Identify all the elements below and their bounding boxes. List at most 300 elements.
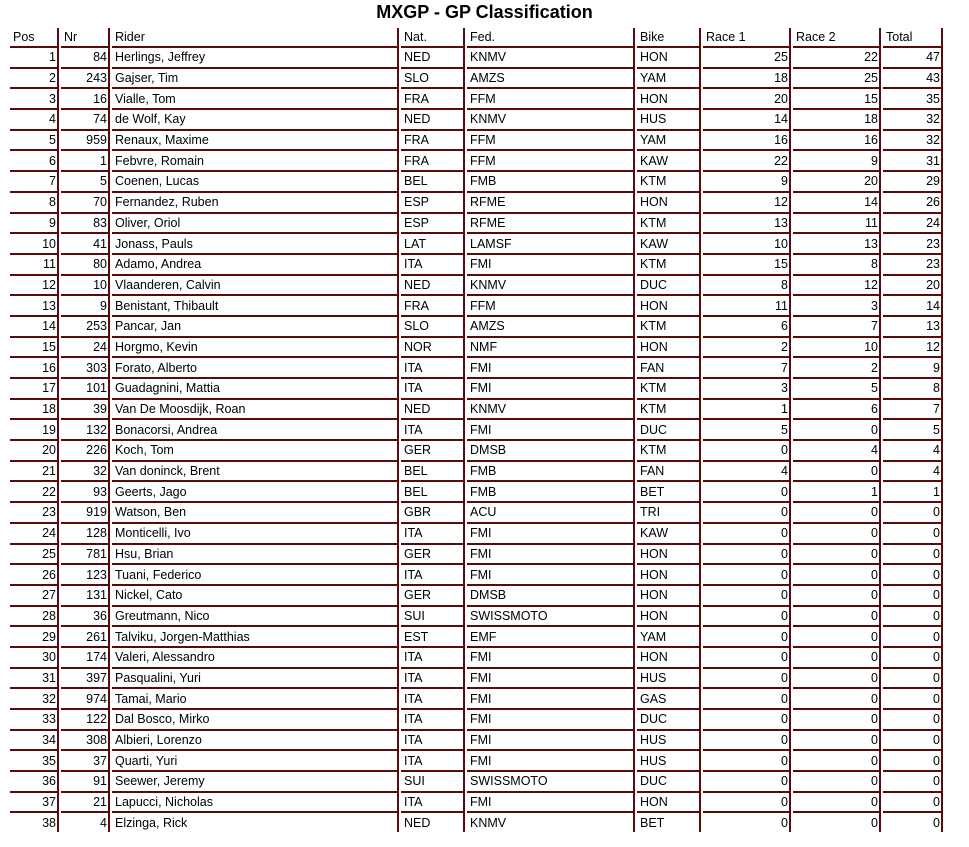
- cell-pos: 26: [10, 565, 59, 586]
- cell-total: 0: [883, 503, 943, 524]
- cell-pos: 18: [10, 400, 59, 421]
- table-row: [10, 793, 943, 814]
- cell-nat: SUI: [401, 607, 465, 628]
- cell-race-1: 13: [703, 214, 791, 235]
- cell-pos: 30: [10, 648, 59, 669]
- cell-rider: Elzinga, Rick: [112, 813, 399, 832]
- table-row: [10, 627, 943, 648]
- cell-nr: 37: [61, 751, 110, 772]
- cell-nr: 128: [61, 524, 110, 545]
- cell-nr: 84: [61, 48, 110, 69]
- cell-fed: FMI: [467, 751, 635, 772]
- column-header-race-2: Race 2: [793, 28, 881, 48]
- cell-nr: 93: [61, 482, 110, 503]
- cell-race-1: 0: [703, 813, 791, 832]
- cell-fed: FMI: [467, 689, 635, 710]
- cell-race-2: 6: [793, 400, 881, 421]
- cell-rider: Guadagnini, Mattia: [112, 379, 399, 400]
- cell-nat: ITA: [401, 255, 465, 276]
- cell-nat: GER: [401, 586, 465, 607]
- cell-pos: 38: [10, 813, 59, 832]
- cell-nr: 39: [61, 400, 110, 421]
- cell-total: 0: [883, 524, 943, 545]
- table-row: [10, 751, 943, 772]
- cell-nat: NED: [401, 48, 465, 69]
- cell-rider: Febvre, Romain: [112, 151, 399, 172]
- cell-total: 4: [883, 462, 943, 483]
- cell-nat: NOR: [401, 338, 465, 359]
- cell-fed: RFME: [467, 214, 635, 235]
- cell-fed: FMB: [467, 462, 635, 483]
- column-header-nat: Nat.: [401, 28, 465, 48]
- cell-race-2: 25: [793, 69, 881, 90]
- cell-rider: de Wolf, Kay: [112, 110, 399, 131]
- cell-race-1: 9: [703, 172, 791, 193]
- cell-bike: FAN: [637, 462, 701, 483]
- cell-race-1: 0: [703, 524, 791, 545]
- cell-bike: KTM: [637, 172, 701, 193]
- cell-total: 0: [883, 793, 943, 814]
- cell-pos: 9: [10, 214, 59, 235]
- cell-race-2: 0: [793, 751, 881, 772]
- cell-rider: Horgmo, Kevin: [112, 338, 399, 359]
- cell-pos: 35: [10, 751, 59, 772]
- cell-fed: SWISSMOTO: [467, 607, 635, 628]
- cell-pos: 11: [10, 255, 59, 276]
- cell-rider: Pancar, Jan: [112, 317, 399, 338]
- cell-race-2: 1: [793, 482, 881, 503]
- cell-pos: 14: [10, 317, 59, 338]
- cell-total: 32: [883, 131, 943, 152]
- cell-total: 7: [883, 400, 943, 421]
- cell-total: 9: [883, 358, 943, 379]
- cell-pos: 15: [10, 338, 59, 359]
- cell-race-2: 0: [793, 524, 881, 545]
- cell-fed: KNMV: [467, 110, 635, 131]
- cell-nat: ITA: [401, 689, 465, 710]
- cell-total: 29: [883, 172, 943, 193]
- cell-race-2: 0: [793, 503, 881, 524]
- table-row: [10, 234, 943, 255]
- cell-total: 0: [883, 586, 943, 607]
- cell-total: 24: [883, 214, 943, 235]
- cell-race-1: 0: [703, 503, 791, 524]
- cell-nr: 41: [61, 234, 110, 255]
- column-header-total: Total: [883, 28, 943, 48]
- cell-rider: Tuani, Federico: [112, 565, 399, 586]
- cell-total: 31: [883, 151, 943, 172]
- table-row: [10, 607, 943, 628]
- cell-race-2: 20: [793, 172, 881, 193]
- cell-pos: 22: [10, 482, 59, 503]
- cell-nr: 10: [61, 276, 110, 297]
- cell-pos: 12: [10, 276, 59, 297]
- cell-race-2: 15: [793, 89, 881, 110]
- cell-bike: HUS: [637, 731, 701, 752]
- cell-nat: ITA: [401, 358, 465, 379]
- column-header-race-1: Race 1: [703, 28, 791, 48]
- cell-race-1: 8: [703, 276, 791, 297]
- cell-fed: FMI: [467, 669, 635, 690]
- cell-fed: FMI: [467, 255, 635, 276]
- cell-rider: Monticelli, Ivo: [112, 524, 399, 545]
- cell-nr: 91: [61, 772, 110, 793]
- cell-fed: RFME: [467, 193, 635, 214]
- cell-nat: ITA: [401, 420, 465, 441]
- cell-fed: FMI: [467, 524, 635, 545]
- cell-race-1: 5: [703, 420, 791, 441]
- cell-fed: FMI: [467, 710, 635, 731]
- cell-nr: 123: [61, 565, 110, 586]
- cell-bike: HON: [637, 586, 701, 607]
- cell-nat: FRA: [401, 89, 465, 110]
- cell-bike: YAM: [637, 131, 701, 152]
- column-header-bike: Bike: [637, 28, 701, 48]
- cell-race-1: 0: [703, 586, 791, 607]
- cell-bike: DUC: [637, 276, 701, 297]
- cell-race-2: 8: [793, 255, 881, 276]
- cell-total: 0: [883, 731, 943, 752]
- cell-nr: 243: [61, 69, 110, 90]
- cell-fed: AMZS: [467, 69, 635, 90]
- cell-bike: HON: [637, 565, 701, 586]
- cell-fed: KNMV: [467, 813, 635, 832]
- cell-fed: FMI: [467, 731, 635, 752]
- cell-nat: ITA: [401, 793, 465, 814]
- cell-total: 5: [883, 420, 943, 441]
- cell-race-2: 16: [793, 131, 881, 152]
- cell-fed: FMB: [467, 482, 635, 503]
- cell-bike: KTM: [637, 317, 701, 338]
- cell-race-2: 0: [793, 648, 881, 669]
- cell-nat: ITA: [401, 524, 465, 545]
- table-row: [10, 379, 943, 400]
- cell-rider: Vialle, Tom: [112, 89, 399, 110]
- cell-nr: 226: [61, 441, 110, 462]
- cell-race-2: 11: [793, 214, 881, 235]
- cell-fed: DMSB: [467, 441, 635, 462]
- table-row: [10, 296, 943, 317]
- cell-fed: LAMSF: [467, 234, 635, 255]
- table-row: [10, 772, 943, 793]
- cell-race-2: 0: [793, 545, 881, 566]
- cell-race-1: 11: [703, 296, 791, 317]
- cell-bike: GAS: [637, 689, 701, 710]
- cell-race-1: 4: [703, 462, 791, 483]
- cell-nr: 959: [61, 131, 110, 152]
- cell-rider: Bonacorsi, Andrea: [112, 420, 399, 441]
- table-row: [10, 503, 943, 524]
- cell-nr: 1: [61, 151, 110, 172]
- cell-race-1: 0: [703, 669, 791, 690]
- cell-rider: Van doninck, Brent: [112, 462, 399, 483]
- cell-race-1: 0: [703, 772, 791, 793]
- cell-rider: Tamai, Mario: [112, 689, 399, 710]
- cell-bike: DUC: [637, 420, 701, 441]
- cell-nat: ITA: [401, 669, 465, 690]
- cell-fed: FMI: [467, 793, 635, 814]
- cell-total: 12: [883, 338, 943, 359]
- cell-total: 0: [883, 772, 943, 793]
- table-row: [10, 441, 943, 462]
- cell-race-2: 4: [793, 441, 881, 462]
- cell-rider: Jonass, Pauls: [112, 234, 399, 255]
- table-row: [10, 358, 943, 379]
- cell-race-1: 0: [703, 565, 791, 586]
- table-row: [10, 131, 943, 152]
- cell-nr: 308: [61, 731, 110, 752]
- cell-rider: Talviku, Jorgen-Matthias: [112, 627, 399, 648]
- cell-fed: FFM: [467, 131, 635, 152]
- cell-nat: ITA: [401, 379, 465, 400]
- table-header-row: [10, 28, 943, 48]
- cell-fed: SWISSMOTO: [467, 772, 635, 793]
- cell-rider: Koch, Tom: [112, 441, 399, 462]
- cell-fed: EMF: [467, 627, 635, 648]
- cell-total: 26: [883, 193, 943, 214]
- cell-total: 0: [883, 689, 943, 710]
- cell-race-2: 7: [793, 317, 881, 338]
- cell-nr: 919: [61, 503, 110, 524]
- cell-race-2: 12: [793, 276, 881, 297]
- cell-race-1: 7: [703, 358, 791, 379]
- cell-nr: 4: [61, 813, 110, 832]
- cell-total: 0: [883, 627, 943, 648]
- cell-pos: 23: [10, 503, 59, 524]
- column-header-rider: Rider: [112, 28, 399, 48]
- cell-race-2: 0: [793, 710, 881, 731]
- cell-rider: Coenen, Lucas: [112, 172, 399, 193]
- cell-bike: KTM: [637, 255, 701, 276]
- cell-race-2: 0: [793, 462, 881, 483]
- cell-bike: HON: [637, 193, 701, 214]
- cell-bike: FAN: [637, 358, 701, 379]
- cell-nat: FRA: [401, 131, 465, 152]
- cell-total: 0: [883, 710, 943, 731]
- cell-nr: 80: [61, 255, 110, 276]
- cell-total: 35: [883, 89, 943, 110]
- cell-bike: KTM: [637, 441, 701, 462]
- cell-nr: 74: [61, 110, 110, 131]
- cell-rider: Geerts, Jago: [112, 482, 399, 503]
- cell-race-1: 0: [703, 751, 791, 772]
- cell-race-1: 22: [703, 151, 791, 172]
- cell-nat: NED: [401, 813, 465, 832]
- cell-pos: 17: [10, 379, 59, 400]
- table-row: [10, 648, 943, 669]
- cell-pos: 7: [10, 172, 59, 193]
- cell-pos: 10: [10, 234, 59, 255]
- cell-pos: 20: [10, 441, 59, 462]
- cell-race-2: 0: [793, 731, 881, 752]
- cell-nr: 101: [61, 379, 110, 400]
- cell-bike: HON: [637, 607, 701, 628]
- table-row: [10, 214, 943, 235]
- cell-nat: ITA: [401, 648, 465, 669]
- cell-rider: Dal Bosco, Mirko: [112, 710, 399, 731]
- cell-rider: Herlings, Jeffrey: [112, 48, 399, 69]
- cell-total: 20: [883, 276, 943, 297]
- cell-fed: FMI: [467, 545, 635, 566]
- cell-rider: Quarti, Yuri: [112, 751, 399, 772]
- cell-bike: DUC: [637, 772, 701, 793]
- cell-race-1: 0: [703, 627, 791, 648]
- cell-nr: 16: [61, 89, 110, 110]
- cell-rider: Renaux, Maxime: [112, 131, 399, 152]
- cell-pos: 16: [10, 358, 59, 379]
- cell-nr: 397: [61, 669, 110, 690]
- cell-race-1: 0: [703, 731, 791, 752]
- cell-total: 23: [883, 234, 943, 255]
- cell-race-2: 22: [793, 48, 881, 69]
- cell-bike: HUS: [637, 110, 701, 131]
- column-header-nr: Nr: [61, 28, 110, 48]
- cell-nr: 131: [61, 586, 110, 607]
- cell-race-2: 3: [793, 296, 881, 317]
- cell-nat: GBR: [401, 503, 465, 524]
- table-row: [10, 338, 943, 359]
- cell-total: 23: [883, 255, 943, 276]
- cell-race-1: 16: [703, 131, 791, 152]
- cell-total: 0: [883, 669, 943, 690]
- cell-total: 47: [883, 48, 943, 69]
- table-row: [10, 710, 943, 731]
- cell-race-2: 0: [793, 793, 881, 814]
- cell-race-2: 0: [793, 420, 881, 441]
- cell-nat: BEL: [401, 482, 465, 503]
- cell-rider: Oliver, Oriol: [112, 214, 399, 235]
- cell-race-1: 6: [703, 317, 791, 338]
- cell-race-1: 0: [703, 710, 791, 731]
- cell-race-2: 0: [793, 627, 881, 648]
- cell-race-2: 18: [793, 110, 881, 131]
- cell-nr: 36: [61, 607, 110, 628]
- cell-rider: Gajser, Tim: [112, 69, 399, 90]
- table-row: [10, 689, 943, 710]
- cell-nr: 24: [61, 338, 110, 359]
- cell-rider: Albieri, Lorenzo: [112, 731, 399, 752]
- cell-nat: NED: [401, 110, 465, 131]
- cell-race-2: 13: [793, 234, 881, 255]
- cell-race-2: 0: [793, 813, 881, 832]
- cell-nr: 70: [61, 193, 110, 214]
- cell-nr: 303: [61, 358, 110, 379]
- cell-race-2: 0: [793, 689, 881, 710]
- cell-pos: 32: [10, 689, 59, 710]
- cell-pos: 2: [10, 69, 59, 90]
- cell-race-2: 0: [793, 607, 881, 628]
- cell-nr: 174: [61, 648, 110, 669]
- cell-bike: HON: [637, 48, 701, 69]
- cell-fed: FMB: [467, 172, 635, 193]
- cell-nr: 9: [61, 296, 110, 317]
- cell-bike: TRI: [637, 503, 701, 524]
- cell-bike: HON: [637, 89, 701, 110]
- cell-total: 0: [883, 813, 943, 832]
- cell-rider: Hsu, Brian: [112, 545, 399, 566]
- cell-bike: HON: [637, 545, 701, 566]
- cell-total: 0: [883, 565, 943, 586]
- cell-bike: HON: [637, 338, 701, 359]
- cell-total: 0: [883, 607, 943, 628]
- cell-pos: 27: [10, 586, 59, 607]
- cell-nr: 122: [61, 710, 110, 731]
- cell-bike: DUC: [637, 710, 701, 731]
- cell-total: 32: [883, 110, 943, 131]
- cell-fed: FMI: [467, 420, 635, 441]
- cell-race-2: 0: [793, 586, 881, 607]
- cell-race-1: 0: [703, 648, 791, 669]
- cell-race-1: 25: [703, 48, 791, 69]
- cell-fed: FMI: [467, 358, 635, 379]
- page-title: MXGP - GP Classification: [376, 2, 593, 22]
- cell-bike: YAM: [637, 627, 701, 648]
- cell-nat: ITA: [401, 731, 465, 752]
- cell-nr: 5: [61, 172, 110, 193]
- column-header-pos: Pos: [10, 28, 59, 48]
- table-row: [10, 255, 943, 276]
- cell-bike: KTM: [637, 214, 701, 235]
- cell-race-2: 14: [793, 193, 881, 214]
- cell-nat: ITA: [401, 710, 465, 731]
- cell-pos: 8: [10, 193, 59, 214]
- cell-nat: BEL: [401, 462, 465, 483]
- cell-bike: HON: [637, 648, 701, 669]
- table-row: [10, 48, 943, 69]
- cell-race-1: 14: [703, 110, 791, 131]
- cell-fed: FFM: [467, 89, 635, 110]
- cell-race-1: 0: [703, 441, 791, 462]
- cell-race-2: 0: [793, 565, 881, 586]
- cell-nat: BEL: [401, 172, 465, 193]
- cell-total: 0: [883, 545, 943, 566]
- table-row: [10, 110, 943, 131]
- cell-bike: BET: [637, 482, 701, 503]
- table-row: [10, 89, 943, 110]
- cell-race-1: 18: [703, 69, 791, 90]
- table-row: [10, 420, 943, 441]
- cell-race-1: 2: [703, 338, 791, 359]
- cell-nat: NED: [401, 276, 465, 297]
- cell-fed: KNMV: [467, 276, 635, 297]
- table-row: [10, 731, 943, 752]
- cell-pos: 19: [10, 420, 59, 441]
- table-row: [10, 69, 943, 90]
- cell-total: 43: [883, 69, 943, 90]
- cell-rider: Nickel, Cato: [112, 586, 399, 607]
- cell-nat: SLO: [401, 317, 465, 338]
- cell-nat: ESP: [401, 214, 465, 235]
- cell-race-2: 0: [793, 669, 881, 690]
- classification-table: [8, 28, 945, 832]
- cell-nat: SLO: [401, 69, 465, 90]
- cell-nat: EST: [401, 627, 465, 648]
- cell-fed: NMF: [467, 338, 635, 359]
- table-row: [10, 813, 943, 832]
- cell-total: 13: [883, 317, 943, 338]
- table-row: [10, 193, 943, 214]
- table-row: [10, 400, 943, 421]
- cell-pos: 25: [10, 545, 59, 566]
- cell-rider: Seewer, Jeremy: [112, 772, 399, 793]
- cell-race-1: 12: [703, 193, 791, 214]
- cell-race-2: 9: [793, 151, 881, 172]
- cell-rider: Lapucci, Nicholas: [112, 793, 399, 814]
- table-row: [10, 565, 943, 586]
- cell-pos: 28: [10, 607, 59, 628]
- cell-pos: 24: [10, 524, 59, 545]
- cell-race-1: 20: [703, 89, 791, 110]
